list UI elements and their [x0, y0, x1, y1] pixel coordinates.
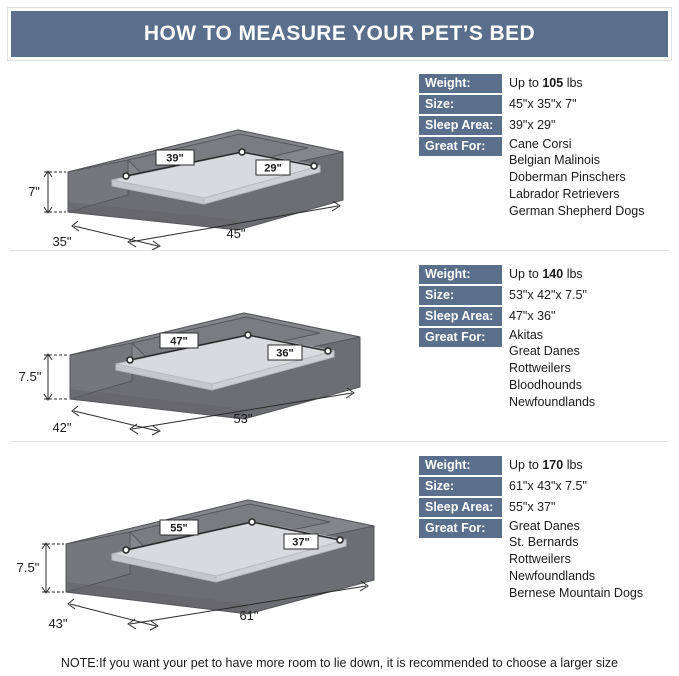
great-for-item: Rottweilers	[509, 552, 571, 566]
depth-dimension	[68, 599, 158, 630]
great-for-item: Great Danes	[509, 344, 580, 358]
great-for-list	[502, 343, 595, 411]
depth-dimension	[72, 406, 160, 435]
weight-value: 140	[542, 267, 564, 281]
spec-row-size	[419, 95, 671, 114]
spec-label-weight: Weight:	[419, 456, 502, 475]
spec-value-weight	[502, 456, 583, 475]
weight-prefix: Up to	[509, 458, 543, 472]
bed-shape	[66, 500, 374, 614]
height-dimension	[44, 171, 66, 213]
depth-label: 35"	[52, 234, 72, 249]
spec-row-weight	[419, 74, 671, 93]
width-label: 53"	[233, 411, 253, 426]
spec-label-great-for: Great For:	[419, 328, 502, 347]
weight-suffix: lbs	[563, 458, 583, 472]
spec-label-size: Size:	[419, 286, 502, 305]
spec-value-sleep-area: 47"x 36"	[509, 309, 556, 323]
spec-table-xxlarge	[419, 456, 671, 604]
inner-depth-label: 29"	[264, 162, 282, 175]
height-label: 7"	[28, 184, 40, 199]
depth-dimension	[72, 221, 160, 250]
spec-label-sleep-area: Sleep Area:	[419, 307, 502, 326]
inner-width-label: 39"	[166, 152, 184, 165]
great-for-item: Belgian Malinois	[509, 153, 601, 167]
spec-value-great-for	[502, 137, 645, 220]
spec-value-great-for	[502, 328, 595, 411]
great-for-item: Great Danes	[509, 519, 580, 533]
weight-value: 170	[542, 458, 564, 472]
great-for-item: St. Bernards	[509, 535, 579, 549]
inner-width-label: 55"	[170, 522, 188, 535]
spec-row-sleep-area	[419, 307, 671, 326]
spec-label-weight: Weight:	[419, 265, 502, 284]
spec-row-size	[419, 477, 671, 496]
spec-row-size	[419, 286, 671, 305]
weight-prefix: Up to	[509, 76, 543, 90]
spec-table-large	[419, 74, 671, 222]
spec-value-size: 61"x 43"x 7.5"	[509, 479, 587, 493]
spec-label-size: Size:	[419, 477, 502, 496]
spec-label-great-for: Great For:	[419, 137, 502, 156]
great-for-item: Labrador Retrievers	[509, 187, 620, 201]
spec-value-sleep-area: 39"x 29"	[509, 118, 556, 132]
spec-label-size: Size:	[419, 95, 502, 114]
great-for-item: Cane Corsi	[509, 137, 572, 151]
inner-width-label: 47"	[170, 335, 188, 348]
bed-shape	[70, 313, 360, 419]
depth-label: 43"	[48, 616, 68, 631]
spec-value-weight	[502, 74, 583, 93]
spec-value-sleep-area: 55"x 37"	[509, 500, 556, 514]
spec-row-sleep-area	[419, 116, 671, 135]
great-for-item: Newfoundlands	[509, 569, 596, 583]
spec-value-great-for	[502, 519, 643, 602]
footer-note: NOTE:If you want your pet to have more room to lie down, it is recommended to choose a larger size	[60, 656, 619, 670]
great-for-item: Doberman Pinschers	[509, 170, 626, 184]
spec-label-weight: Weight:	[419, 74, 502, 93]
spec-row-weight	[419, 265, 671, 284]
height-dimension	[44, 354, 68, 400]
size-section-xxlarge	[8, 442, 671, 632]
width-label: 45"	[226, 226, 246, 241]
spec-row-great-for	[419, 519, 671, 602]
great-for-list	[502, 152, 645, 220]
inner-depth-label: 36"	[276, 347, 294, 360]
height-dimension	[42, 543, 64, 593]
page-header	[8, 8, 671, 60]
spec-label-sleep-area: Sleep Area:	[419, 116, 502, 135]
spec-label-great-for: Great For:	[419, 519, 502, 538]
spec-value-size: 53"x 42"x 7.5"	[509, 288, 587, 302]
weight-value: 105	[542, 76, 564, 90]
great-for-item: Bernese Mountain Dogs	[509, 586, 644, 600]
bed-diagram-svg	[8, 60, 420, 250]
great-for-item: Newfoundlands	[509, 395, 596, 409]
weight-suffix: lbs	[563, 267, 583, 281]
depth-label: 42"	[52, 420, 72, 435]
bed-illustration-large	[8, 60, 420, 250]
spec-row-sleep-area	[419, 498, 671, 517]
spec-row-great-for	[419, 328, 671, 411]
weight-prefix: Up to	[509, 267, 543, 281]
spec-row-weight	[419, 456, 671, 475]
great-for-item: German Shepherd Dogs	[509, 204, 645, 218]
bed-illustration-xlarge	[8, 251, 420, 441]
spec-value-size: 45"x 35"x 7"	[509, 97, 577, 111]
great-for-item: Rottweilers	[509, 361, 571, 375]
inner-depth-label: 37"	[292, 536, 310, 549]
spec-value-weight	[502, 265, 583, 284]
bed-illustration-xxlarge	[8, 442, 420, 632]
spec-table-xlarge	[419, 265, 671, 413]
weight-suffix: lbs	[563, 76, 583, 90]
spec-label-sleep-area: Sleep Area:	[419, 498, 502, 517]
bed-shape	[68, 130, 343, 230]
page-title: HOW TO MEASURE YOUR PET’S BED	[143, 22, 536, 45]
great-for-item: Bloodhounds	[509, 378, 582, 392]
bed-diagram-svg	[8, 442, 420, 632]
great-for-list	[502, 534, 643, 602]
height-label: 7.5"	[18, 369, 42, 384]
bed-diagram-svg	[8, 251, 420, 441]
size-section-large	[8, 60, 671, 250]
spec-row-great-for	[419, 137, 671, 220]
height-label: 7.5"	[16, 560, 40, 575]
size-section-xlarge	[8, 251, 671, 441]
width-label: 61"	[239, 608, 259, 623]
great-for-item: Akitas	[509, 328, 544, 342]
